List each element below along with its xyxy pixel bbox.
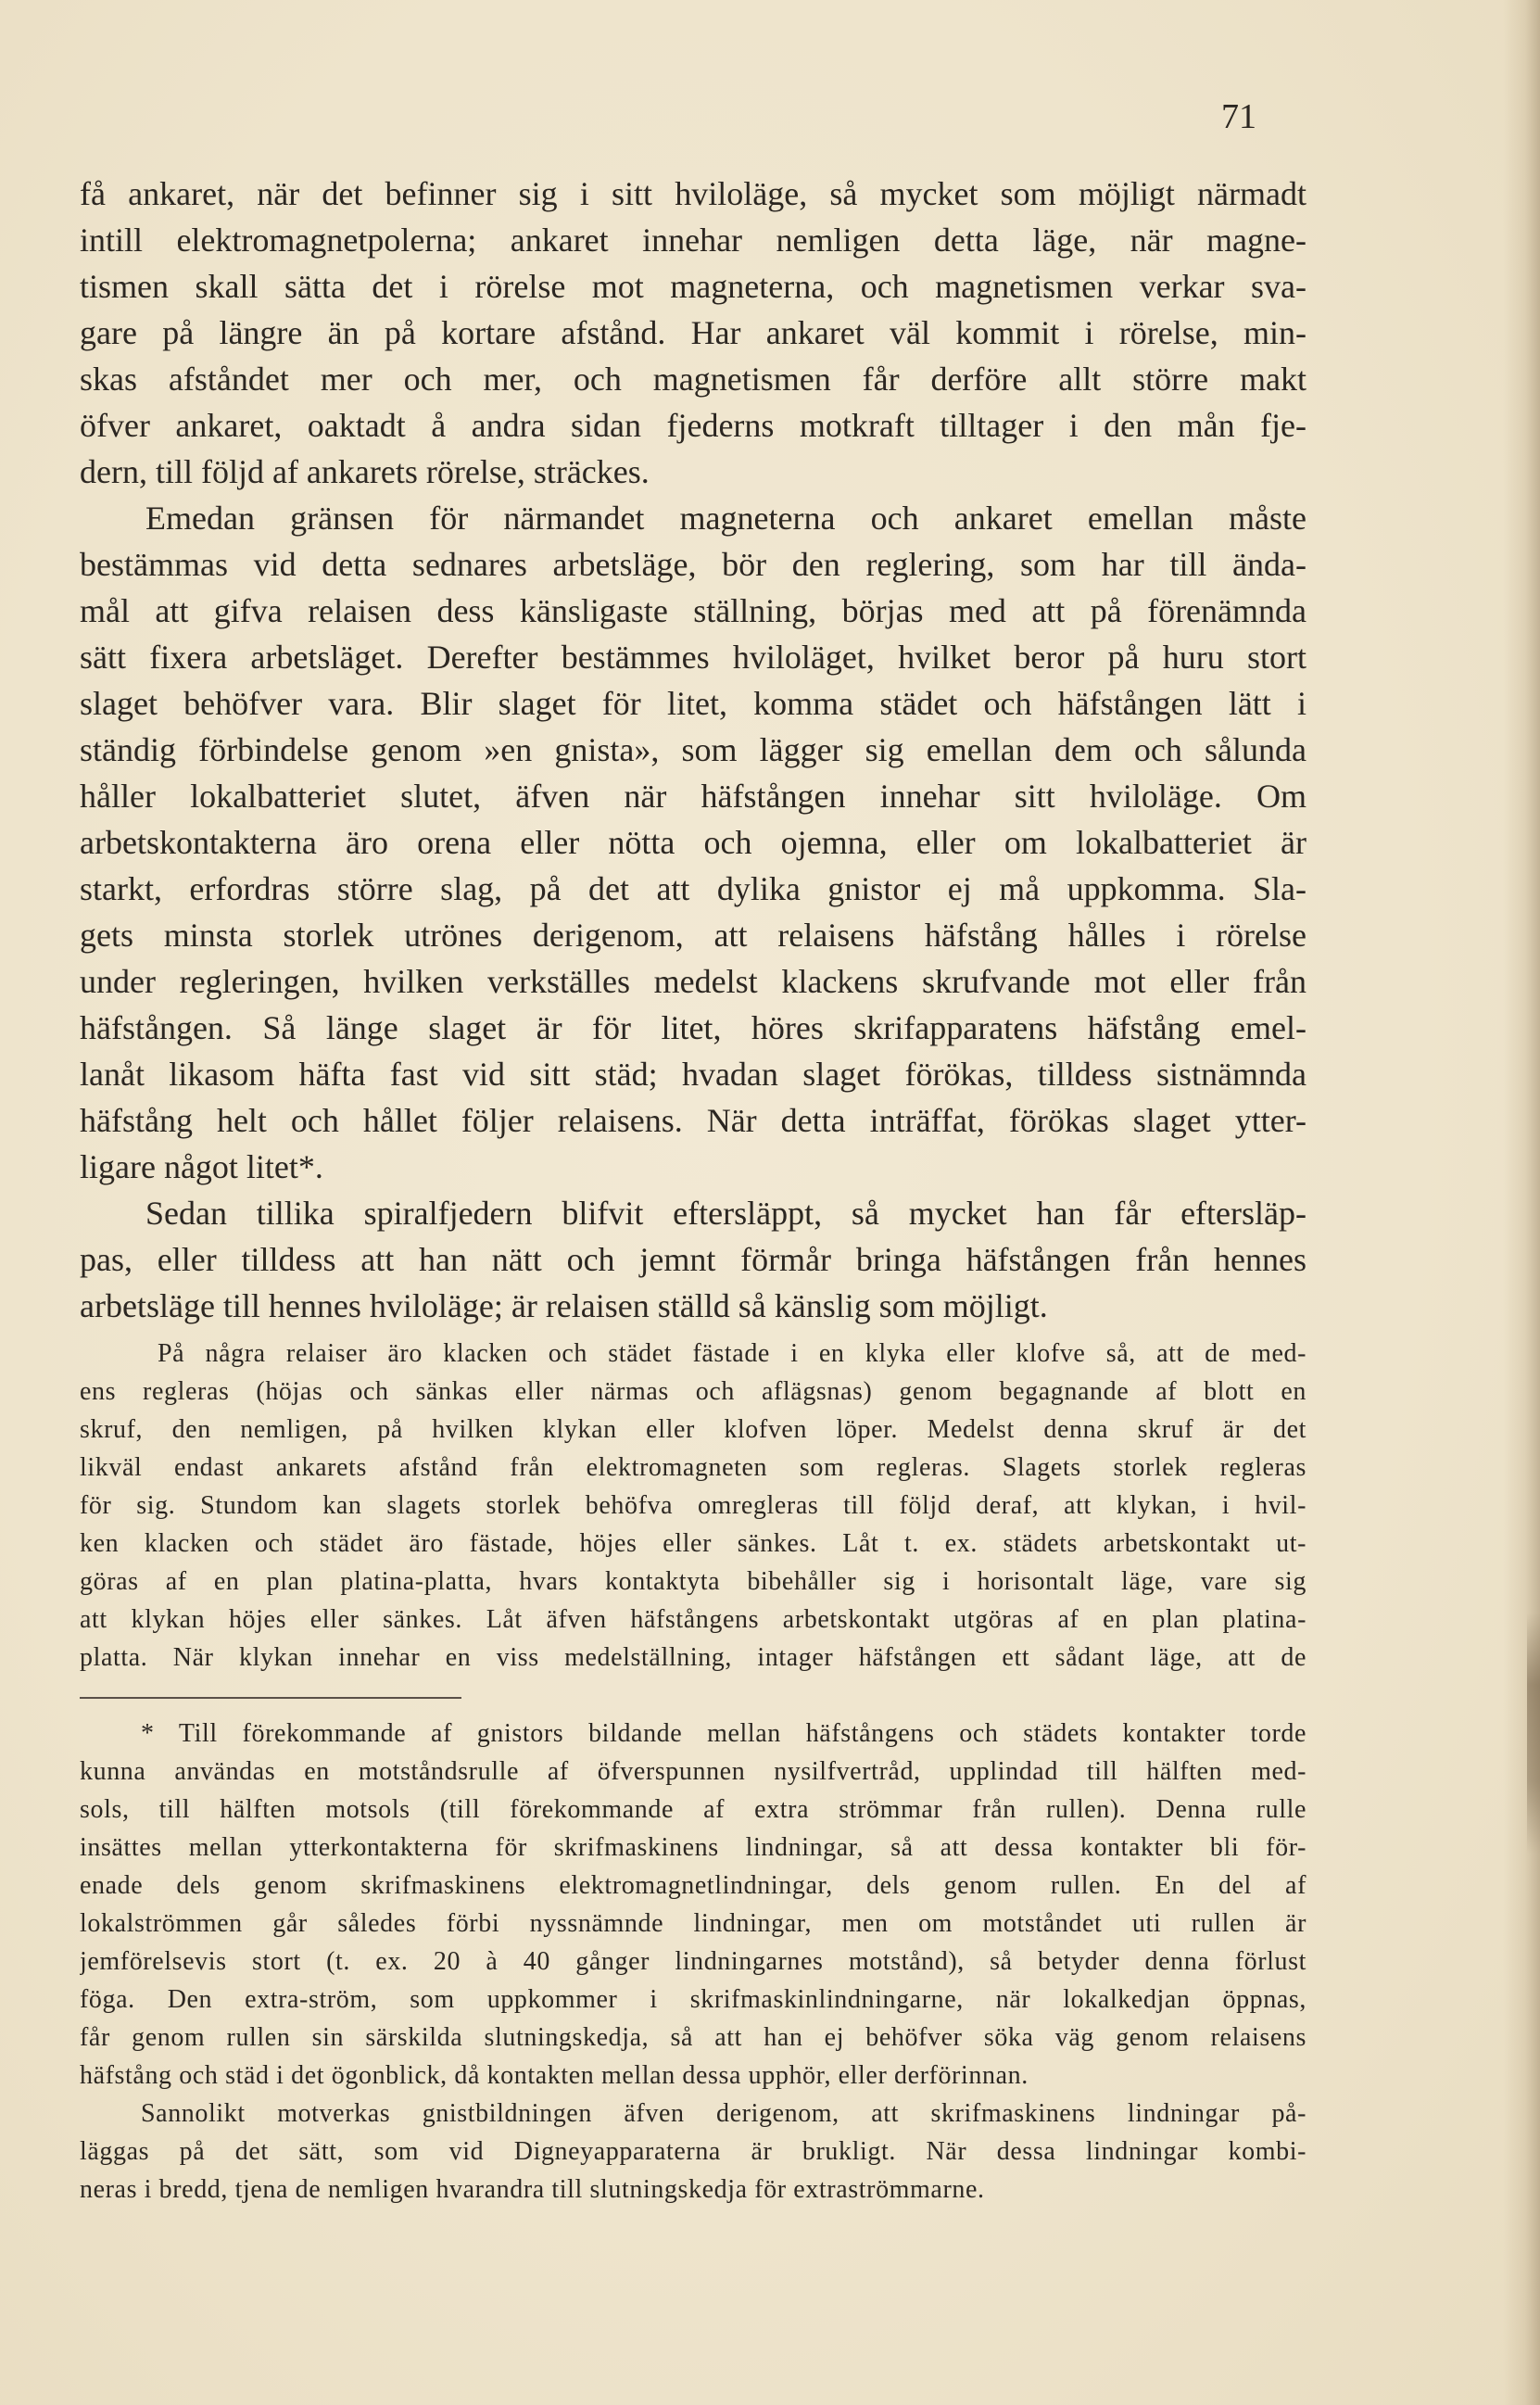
text-line: att klykan höjes eller sänkes. Låt äfven häfstångens arbetskontakt utgöras af en plan platina- xyxy=(80,1605,1306,1634)
text-line: föga. Den extra-ström, som uppkommer i skrifmaskinlindningarne, när lokalkedjan öppnas, xyxy=(80,1985,1306,2014)
text-line: starkt, erfordras större slag, på det att dylika gnistor ej må uppkomma. Sla- xyxy=(80,870,1306,907)
text-line: ligare något litet*. xyxy=(80,1148,323,1185)
text-line: få ankaret, när det befinner sig i sitt hviloläge, så mycket som möjligt närmadt xyxy=(80,175,1306,212)
text-line: ens regleras (höjas och sänkas eller närmas och aflägsnas) genom begagnande af blott en xyxy=(80,1377,1306,1406)
text-line: Emedan gränsen för närmandet magneterna och ankaret emellan måste xyxy=(145,500,1306,537)
page-number: 71 xyxy=(1221,97,1256,136)
text-line: häfstång och städ i det ögonblick, då kontakten mellan dessa upphör, eller derförinnan. xyxy=(80,2061,1029,2090)
text-line: skruf, den nemligen, på hvilken klykan eller klofven löper. Medelst denna skruf är det xyxy=(80,1415,1306,1444)
text-line: Sannolikt motverkas gnistbildningen äfven derigenom, att skrifmaskinens lindningar på- xyxy=(141,2099,1306,2128)
text-line: göras af en plan platina-platta, hvars kontaktyta bibehåller sig i horisontalt läge, vare sig xyxy=(80,1567,1306,1596)
footnote xyxy=(80,1715,1306,2209)
text-line: * Till förekommande af gnistors bildande mellan häfstångens och städets kontakter torde xyxy=(141,1719,1306,1748)
text-line: intill elektromagnetpolerna; ankaret innehar nemligen detta läge, när magne- xyxy=(80,222,1306,259)
text-line: jemförelsevis stort (t. ex. 20 à 40 gånger lindningarnes motstånd), så betyder denna förlust xyxy=(80,1947,1306,1976)
text-line: arbetsläge till hennes hviloläge; är relaisen ställd så känslig som möjligt. xyxy=(80,1287,1048,1324)
text-line: insättes mellan ytterkontakterna för skrifmaskinens lindningar, så att dessa kontakter bli för- xyxy=(80,1833,1306,1862)
page-edge-shadow xyxy=(1503,0,1540,2405)
text-line: kunna användas en motståndsrulle af öfverspunnen nysilfvertråd, upplindad till hälften med- xyxy=(80,1757,1306,1786)
text-line: ken klacken och städet äro fästade, höjes eller sänkes. Låt t. ex. städets arbetskontakt ut- xyxy=(80,1529,1306,1558)
text-line: håller lokalbatteriet slutet, äfven när häfstången innehar sitt hviloläge. Om xyxy=(80,778,1306,815)
footnote-rule xyxy=(80,1697,461,1699)
paragraph xyxy=(80,495,1306,1190)
text-line: mål att gifva relaisen dess känsligaste ställning, börjas med att på förenämnda xyxy=(80,592,1306,629)
text-line: lanåt likasom häfta fast vid sitt städ; hvadan slaget förökas, tilldess sistnämnda xyxy=(80,1056,1306,1093)
text-line: sätt fixera arbetsläget. Derefter bestämmes hviloläget, hvilket beror på huru stort xyxy=(80,639,1306,676)
text-line: arbetskontakterna äro orena eller nötta och ojemna, eller om lokalbatteriet är xyxy=(80,824,1306,861)
text-line: häfstången. Så länge slaget är för litet, höres skrifapparatens häfstång emel- xyxy=(80,1009,1306,1046)
text-line: öfver ankaret, oaktadt å andra sidan fjederns motkraft tilltager i den mån fje- xyxy=(80,407,1306,444)
text-line: får genom rullen sin särskilda slutningskedja, så att han ej behöfver söka väg genom relaisens xyxy=(80,2023,1306,2052)
text-line: enade dels genom skrifmaskinens elektromagnetlindningar, dels genom rullen. En del af xyxy=(80,1871,1306,1900)
text-line: gets minsta storlek utrönes derigenom, att relaisens häfstång hålles i rörelse xyxy=(80,917,1306,954)
text-line: tismen skall sätta det i rörelse mot magneterna, och magnetismen verkar sva- xyxy=(80,268,1306,305)
text-line: slaget behöfver vara. Blir slaget för litet, komma städet och häfstången lätt i xyxy=(80,685,1306,722)
text-line: På några relaiser äro klacken och städet fästade i en klyka eller klofve så, att de med- xyxy=(158,1339,1306,1368)
footnote-paragraph xyxy=(80,1715,1306,2095)
paragraph xyxy=(80,1190,1306,1329)
text-line: häfstång helt och hållet följer relaisens. När detta inträffat, förökas slaget ytter- xyxy=(80,1102,1306,1139)
text-line: sols, till hälften motsols (till förekommande af extra strömmar från rullen). Denna rulle xyxy=(80,1795,1306,1824)
text-line: ständig förbindelse genom »en gnista», som lägger sig emellan dem och sålunda xyxy=(80,731,1306,768)
text-line: bestämmas vid detta sednares arbetsläge, bör den reglering, som har till ända- xyxy=(80,546,1306,583)
main-text xyxy=(80,171,1306,1329)
text-line: Sedan tillika spiralfjedern blifvit eftersläppt, så mycket han får eftersläp- xyxy=(145,1195,1306,1232)
text-line: gare på längre än på kortare afstånd. Har ankaret väl kommit i rörelse, min- xyxy=(80,314,1306,351)
small-print-note xyxy=(80,1335,1306,1677)
text-line: platta. När klykan innehar en viss medelställning, intager häfstången ett sådant läge, att de xyxy=(80,1643,1306,1672)
footnote-paragraph xyxy=(80,2095,1306,2209)
text-line: pas, eller tilldess att han nätt och jemnt förmår bringa häfstången från hennes xyxy=(80,1241,1306,1278)
text-line: neras i bredd, tjena de nemligen hvarandra till slutningskedja för extraströmmarne. xyxy=(80,2175,985,2204)
text-line: dern, till följd af ankarets rörelse, sträckes. xyxy=(80,453,650,490)
text-line: under regleringen, hvilken verkställes medelst klackens skrufvande mot eller från xyxy=(80,963,1306,1000)
page-edge-stain xyxy=(1527,1613,1540,1854)
paragraph xyxy=(80,171,1306,495)
text-line: likväl endast ankarets afstånd från elektromagneten som regleras. Slagets storlek regleras xyxy=(80,1453,1306,1482)
text-line: lokalströmmen går således förbi nyssnämnde lindningar, men om motståndet uti rullen är xyxy=(80,1909,1306,1938)
text-line: för sig. Stundom kan slagets storlek behöfva omregleras till följd deraf, att klykan, i hvil- xyxy=(80,1491,1306,1520)
text-line: läggas på det sätt, som vid Digneyapparaterna är brukligt. När dessa lindningar kombi- xyxy=(80,2137,1306,2166)
text-line: skas afståndet mer och mer, och magnetismen får derföre allt större makt xyxy=(80,361,1306,398)
